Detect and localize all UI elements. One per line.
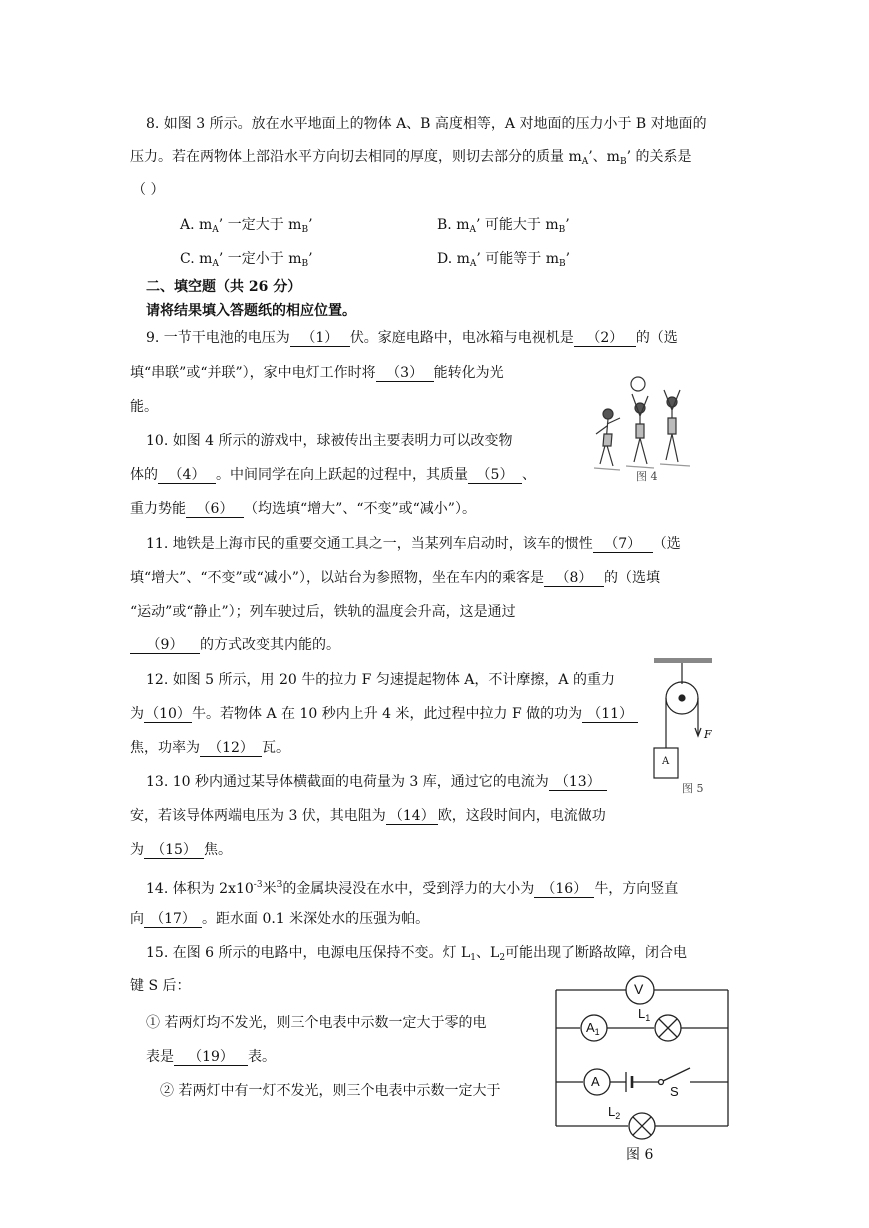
pulley-block-label: A — [662, 756, 670, 767]
blank-6[interactable]: （6） — [186, 501, 244, 518]
figure-5 — [648, 656, 718, 796]
q9-line-3: 能。 — [130, 399, 158, 415]
circuit-diagram — [550, 970, 740, 1170]
q15-line-1: 15. 在图 6 所示的电路中，电源电压保持不变。灯 $L_1$、$L_2$可能出现了断路故障，闭合电 — [146, 945, 688, 963]
figure-5-label: 图 5 — [682, 782, 704, 795]
blank-17[interactable]: （17） — [144, 911, 202, 928]
q13-line-1: 13. 10 秒内通过某导体横截面的电荷量为 3 库，通过它的电流为 （13） — [146, 772, 607, 792]
blank-15[interactable]: （15） — [144, 842, 204, 859]
blank-2[interactable]: （2） — [574, 330, 636, 347]
q11-line-1: 11. 地铁是上海市民的重要交通工具之一，当某列车启动时，该车的惯性 （7） （选 — [146, 536, 681, 552]
blank-5[interactable]: （5） — [468, 467, 522, 484]
q10-line-3: 重力势能 （6） （均选填“增大”、“不变”或“减小”）。 — [130, 501, 476, 517]
q15-item-1-cont: 表是 （19） 表。 — [146, 1049, 276, 1065]
q15-line-2: 键 S 后： — [130, 978, 191, 994]
q10-line-1: 10. 如图 4 所示的游戏中，球被传出主要表明力可以改变物 — [146, 433, 513, 449]
q8-line-2: 压力。若在两物体上部沿水平方向切去相同的厚度，则切去部分的质量 $m_A$’、$m_B$’ 的关系是 — [130, 149, 692, 167]
q15-item-2: ② 若两灯中有一灯不发光，则三个电表中示数一定大于 — [160, 1083, 501, 1099]
q8-option-c: C. $m_A$’ 一定小于 $m_B$’ — [180, 251, 313, 269]
q12-line-3: 焦，功率为 （12） 瓦。 — [130, 740, 290, 756]
q8-line-3: （ ） — [132, 182, 165, 198]
q12-line-1: 12. 如图 5 所示，用 20 牛的拉力 F 匀速提起物体 A，不计摩擦，A 的重力 — [146, 672, 615, 688]
q11-line-2: 填“增大”、“不变”或“减小”），以站台为参照物，坐在车内的乘客是 （8） 的（选填 — [130, 570, 660, 586]
blank-12[interactable]: （12） — [200, 740, 262, 757]
blank-13[interactable]: （13） — [549, 774, 607, 791]
q10-line-2: 体的 （4） 。中间同学在向上跃起的过程中，其质量 （5） 、 — [130, 467, 536, 483]
figure-4-label: 图 4 — [636, 470, 658, 483]
q8-option-a: A. $m_A$’ 一定大于 $m_B$’ — [180, 217, 313, 235]
q8-option-d: D. $m_A$’ 可能等于 $m_B$’ — [437, 251, 571, 269]
blank-8[interactable]: （8） — [544, 570, 604, 587]
section-title: 二、填空题（共 26 分） — [146, 279, 302, 295]
q14-line-1: 14. 体积为 $2x10^{-3}$米$^3$的金属块浸没在水中，受到浮力的大小为 （16） 牛，方向竖直 — [146, 880, 679, 897]
q13-line-3: 为 （15） 焦。 — [130, 842, 232, 858]
figure-6-label: 图 6 — [626, 1147, 654, 1163]
q11-line-3: “运动”或“静止”）；列车驶过后，铁轨的温度会升高，这是通过 — [130, 604, 516, 620]
q13-line-2: 安，若该导体两端电压为 3 伏，其电阻为 （14） 欧，这段时间内，电流做功 — [130, 808, 606, 824]
blank-1[interactable]: （1） — [290, 330, 350, 347]
blank-10[interactable]: （10） — [145, 706, 191, 722]
q11-line-4: （9） 的方式改变其内能的。 — [130, 635, 340, 655]
lamp-l2-label: $L_2$ — [608, 1104, 621, 1121]
q15-item-1: ① 若两灯均不发光，则三个电表中示数一定大于零的电 — [146, 1015, 487, 1031]
blank-14[interactable]: （14） — [386, 808, 438, 825]
blank-19[interactable]: （19） — [174, 1049, 248, 1066]
blank-11[interactable]: （11） — [582, 706, 638, 723]
blank-9[interactable]: （9） — [130, 637, 200, 654]
q8-option-b: B. $m_A$’ 可能大于 $m_B$’ — [437, 217, 570, 235]
q9-line-1: 9. 一节干电池的电压为 （1） 伏。家庭电路中，电冰箱与电视机是 （2） 的（选 — [146, 330, 678, 346]
q14-line-2: 向 （17） 。距水面 0.1 米深处水的压强为帕。 — [130, 911, 430, 927]
section-note: 请将结果填入答题纸的相应位置。 — [146, 303, 356, 319]
ammeter-a1-label: $A_1$ — [586, 1020, 600, 1037]
q8-line-1: 8. 如图 3 所示。放在水平地面上的物体 A、B 高度相等，A 对地面的压力小于 B 对地面的 — [146, 116, 707, 132]
q12-line-2: 为（10）牛。若物体 A 在 10 秒内上升 4 米，此过程中拉力 F 做的功为 （11） — [130, 704, 638, 724]
voltmeter-label: V — [634, 981, 644, 997]
blank-16[interactable]: （16） — [534, 881, 594, 898]
lamp-l1-label: $L_1$ — [638, 1006, 651, 1023]
blank-3[interactable]: （3） — [376, 365, 434, 382]
ammeter-a-label: A — [591, 1074, 600, 1089]
figure-4 — [580, 372, 700, 484]
switch-s-label: S — [670, 1084, 679, 1099]
pulley-force-label: F — [704, 728, 712, 741]
q9-line-2: 填“串联”或“并联”），家中电灯工作时将 （3） 能转化为光 — [130, 365, 504, 381]
pulley-diagram — [648, 656, 718, 796]
blank-7[interactable]: （7） — [593, 536, 653, 553]
figure-6 — [550, 970, 740, 1170]
blank-4[interactable]: （4） — [158, 467, 216, 484]
